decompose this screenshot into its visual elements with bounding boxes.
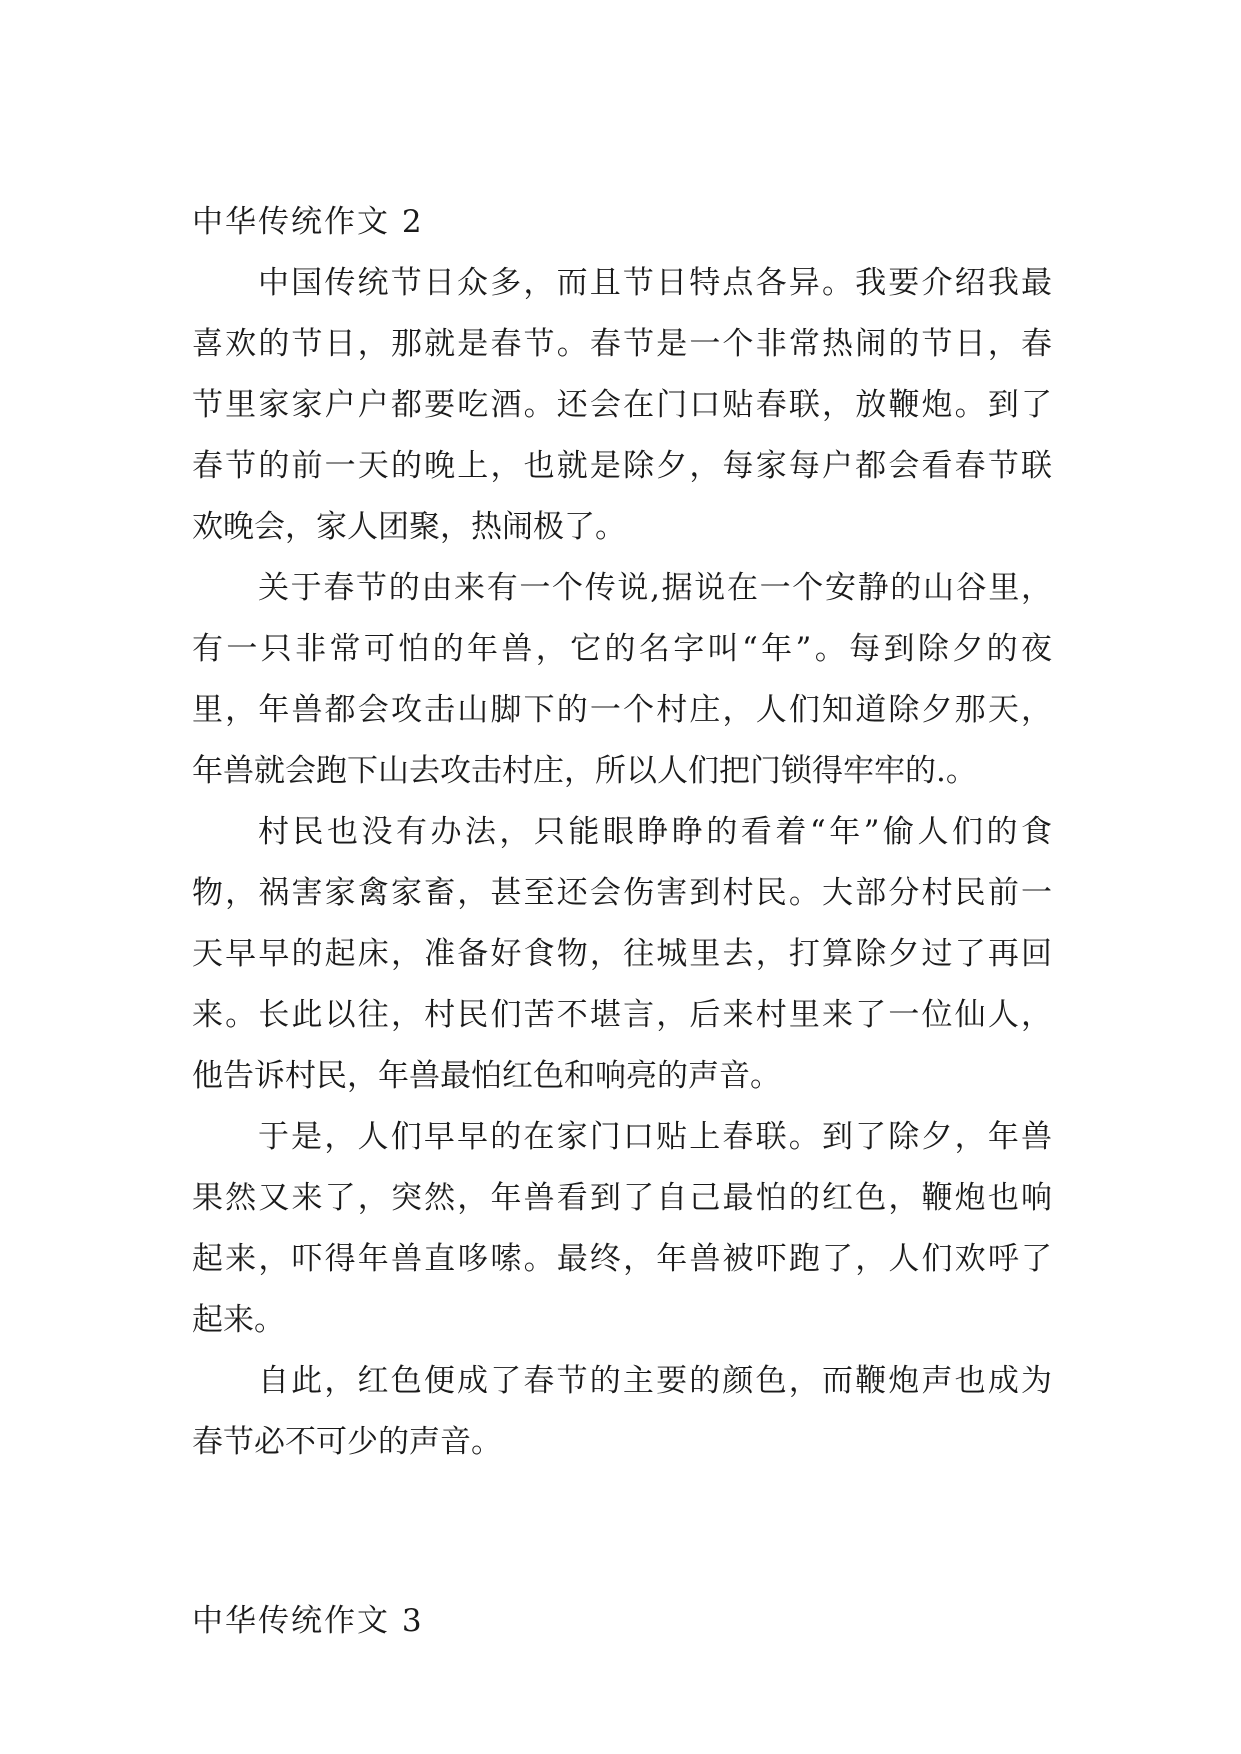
essay-2-title: 中华传统作文 2 <box>192 204 424 240</box>
text-line: 中国传统节日众多，而且节日特点各异。我要介绍我最 <box>258 265 1052 301</box>
text-line: 有一只非常可怕的年兽，它的名字叫“年”。每到除夕的夜 <box>192 631 1052 667</box>
document-body <box>192 192 1052 1651</box>
text-line: 春节的前一天的晚上，也就是除夕，每家每户都会看春节联 <box>192 448 1052 484</box>
text-line: 村民也没有办法，只能眼睁睁的看着“年”偷人们的食 <box>258 814 1052 850</box>
paragraph-2 <box>192 558 1052 802</box>
text-line: 节里家家户户都要吃酒。还会在门口贴春联，放鞭炮。到了 <box>192 387 1052 423</box>
text-line: 关于春节的由来有一个传说,据说在一个安静的山谷里， <box>258 570 1052 606</box>
text-line: 物，祸害家禽家畜，甚至还会伤害到村民。大部分村民前一 <box>192 875 1052 911</box>
text-line: 果然又来了，突然，年兽看到了自己最怕的红色，鞭炮也响 <box>192 1180 1052 1216</box>
text-line: 天早早的起床，准备好食物，往城里去，打算除夕过了再回 <box>192 936 1052 972</box>
text-line: 他告诉村民，年兽最怕红色和响亮的声音。 <box>192 1058 781 1094</box>
text-line: 自此，红色便成了春节的主要的颜色，而鞭炮声也成为 <box>258 1363 1052 1399</box>
text-line: 起来，吓得年兽直哆嗦。最终，年兽被吓跑了，人们欢呼了 <box>192 1241 1052 1277</box>
paragraph-1 <box>192 253 1052 558</box>
text-line: 欢晚会，家人团聚，热闹极了。 <box>192 509 626 545</box>
text-line: 于是，人们早早的在家门口贴上春联。到了除夕，年兽 <box>258 1119 1052 1155</box>
paragraph-5 <box>192 1351 1052 1473</box>
text-line: 年兽就会跑下山去攻击村庄，所以人们把门锁得牢牢的.。 <box>192 753 977 789</box>
text-line: 春节必不可少的声音。 <box>192 1424 502 1460</box>
text-line: 来。长此以往，村民们苦不堪言，后来村里来了一位仙人， <box>192 997 1052 1033</box>
text-line: 起来。 <box>192 1302 285 1338</box>
text-line: 里，年兽都会攻击山脚下的一个村庄，人们知道除夕那天， <box>192 692 1052 728</box>
essay-3-title: 中华传统作文 3 <box>192 1603 424 1639</box>
paragraph-4 <box>192 1107 1052 1351</box>
text-line: 喜欢的节日，那就是春节。春节是一个非常热闹的节日，春 <box>192 326 1052 362</box>
paragraph-3 <box>192 802 1052 1107</box>
